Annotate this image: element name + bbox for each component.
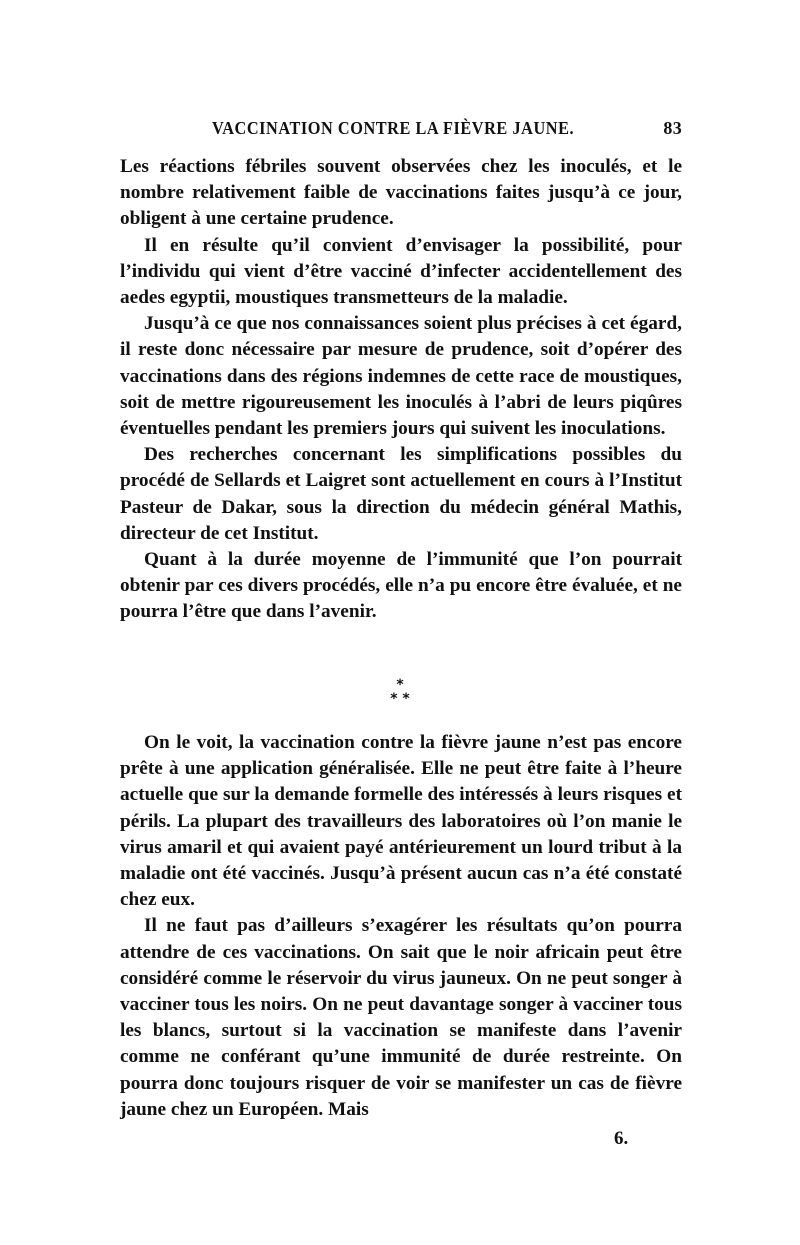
printer-signature-mark: 6. bbox=[614, 1128, 629, 1149]
text-block-top bbox=[120, 154, 682, 626]
paragraph: Quant à la durée moyenne de l’immunité que l’on pourrait obtenir par ces divers procédés, elle n’a pu encore être évaluée, et ne pourra l’être que dans l’avenir. bbox=[120, 549, 682, 623]
paragraph: Jusqu’à ce que nos connaissances soient plus précises à cet égard, il reste donc nécessaire par mesure de prudence, soit d’opérer des vaccinations dans des régions indemnes de cette race de moustiques, soit de mettre rigoureusement les inoculés à l’abri de leurs piqûres éventuelles pendant les premiers jours qui suivent les inoculations. bbox=[120, 313, 682, 440]
page-number: 83 bbox=[663, 118, 682, 138]
paragraph: On le voit, la vaccination contre la fièvre jaune n’est pas encore prête à une application généralisée. Elle ne peut être faite à l’heure actuelle que sur la demande formelle des intéressés à leurs risques et périls. La plupart des travailleurs des laboratoires où l’on manie le virus amaril et qui avaient payé antérieurement un lourd tribut à la maladie ont été vaccinés. Jusqu’à présent aucun cas n’a été constaté chez eux. bbox=[120, 732, 682, 911]
paragraph: Les réactions fébriles souvent observées chez les inoculés, et le nombre relativement faible de vaccinations faites jusqu’à ce jour, obligent à une certaine prudence. bbox=[120, 156, 682, 230]
running-title: VACCINATION CONTRE LA FIÈVRE JAUNE. bbox=[212, 118, 575, 138]
paragraph: Des recherches concernant les simplifications possibles du procédé de Sellards et Laigret sont actuellement en cours à l’Institut Pasteur de Dakar, sous la direction du médecin général Mathis, directeur de cet Institut. bbox=[120, 444, 682, 544]
paragraph: Il ne faut pas d’ailleurs s’exagérer les résultats qu’on pourra attendre de ces vaccinations. On sait que le noir africain peut être considéré comme le réservoir du virus jauneux. On ne peut songer à vacciner tous les noirs. On ne peut davantage songer à vacciner tous les blancs, surtout si la vaccination se manifeste dans l’avenir comme ne conférant qu’une immunité de durée restreinte. On pourra donc toujours risquer de voir se manifester un cas de fièvre jaune chez un Européen. Mais bbox=[120, 915, 682, 1120]
asterism-bottom: * * bbox=[390, 691, 410, 707]
page-header bbox=[120, 118, 682, 142]
section-separator-asterism bbox=[377, 678, 423, 714]
asterism-top: * bbox=[396, 677, 404, 693]
text-block-bottom bbox=[120, 730, 682, 1123]
paragraph: Il en résulte qu’il convient d’envisager la possibilité, pour l’individu qui vient d’être vacciné d’infecter accidentellement des aedes egyptii, moustiques transmetteurs de la maladie. bbox=[120, 234, 682, 309]
